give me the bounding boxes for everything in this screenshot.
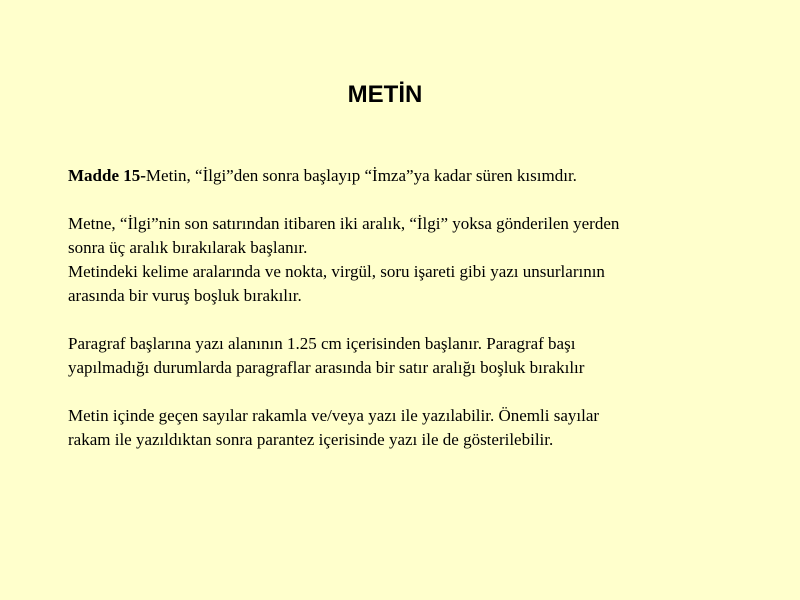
paragraph-2	[68, 212, 748, 260]
paragraph-4-line-2: yapılmadığı durumlarda paragraflar arasında bir satır aralığı boşluk bırakılır	[68, 358, 585, 377]
paragraph-3-line-2: arasında bir vuruş boşluk bırakılır.	[68, 286, 302, 305]
slide-body	[68, 164, 748, 452]
paragraph-2-line-1: Metne, “İlgi”nin son satırından itibaren iki aralık, “İlgi” yoksa gönderilen yerden	[68, 214, 620, 233]
paragraph-5-line-2: rakam ile yazıldıktan sonra parantez içerisinde yazı ile de gösterilebilir.	[68, 430, 554, 449]
paragraph-4-line-1: Paragraf başlarına yazı alanının 1.25 cm içerisinden başlanır. Paragraf başı	[68, 334, 576, 353]
article-label: Madde 15-	[68, 166, 146, 185]
paragraph-5	[68, 404, 748, 452]
spacer	[68, 308, 748, 332]
paragraph-4	[68, 332, 748, 380]
paragraph-1-text: Metin, “İlgi”den sonra başlayıp “İmza”ya kadar süren kısımdır.	[145, 166, 577, 185]
slide-title: METİN	[347, 81, 423, 108]
paragraph-3-line-1: Metindeki kelime aralarında ve nokta, virgül, soru işareti gibi yazı unsurlarının	[68, 262, 605, 281]
paragraph-2-line-2: sonra üç aralık bırakılarak başlanır.	[68, 238, 308, 257]
paragraph-3	[68, 260, 748, 308]
spacer	[68, 380, 748, 404]
paragraph-5-line-1: Metin içinde geçen sayılar rakamla ve/veya yazı ile yazılabilir. Önemli sayılar	[68, 406, 600, 425]
spacer	[68, 188, 748, 212]
paragraph-1	[68, 164, 748, 188]
